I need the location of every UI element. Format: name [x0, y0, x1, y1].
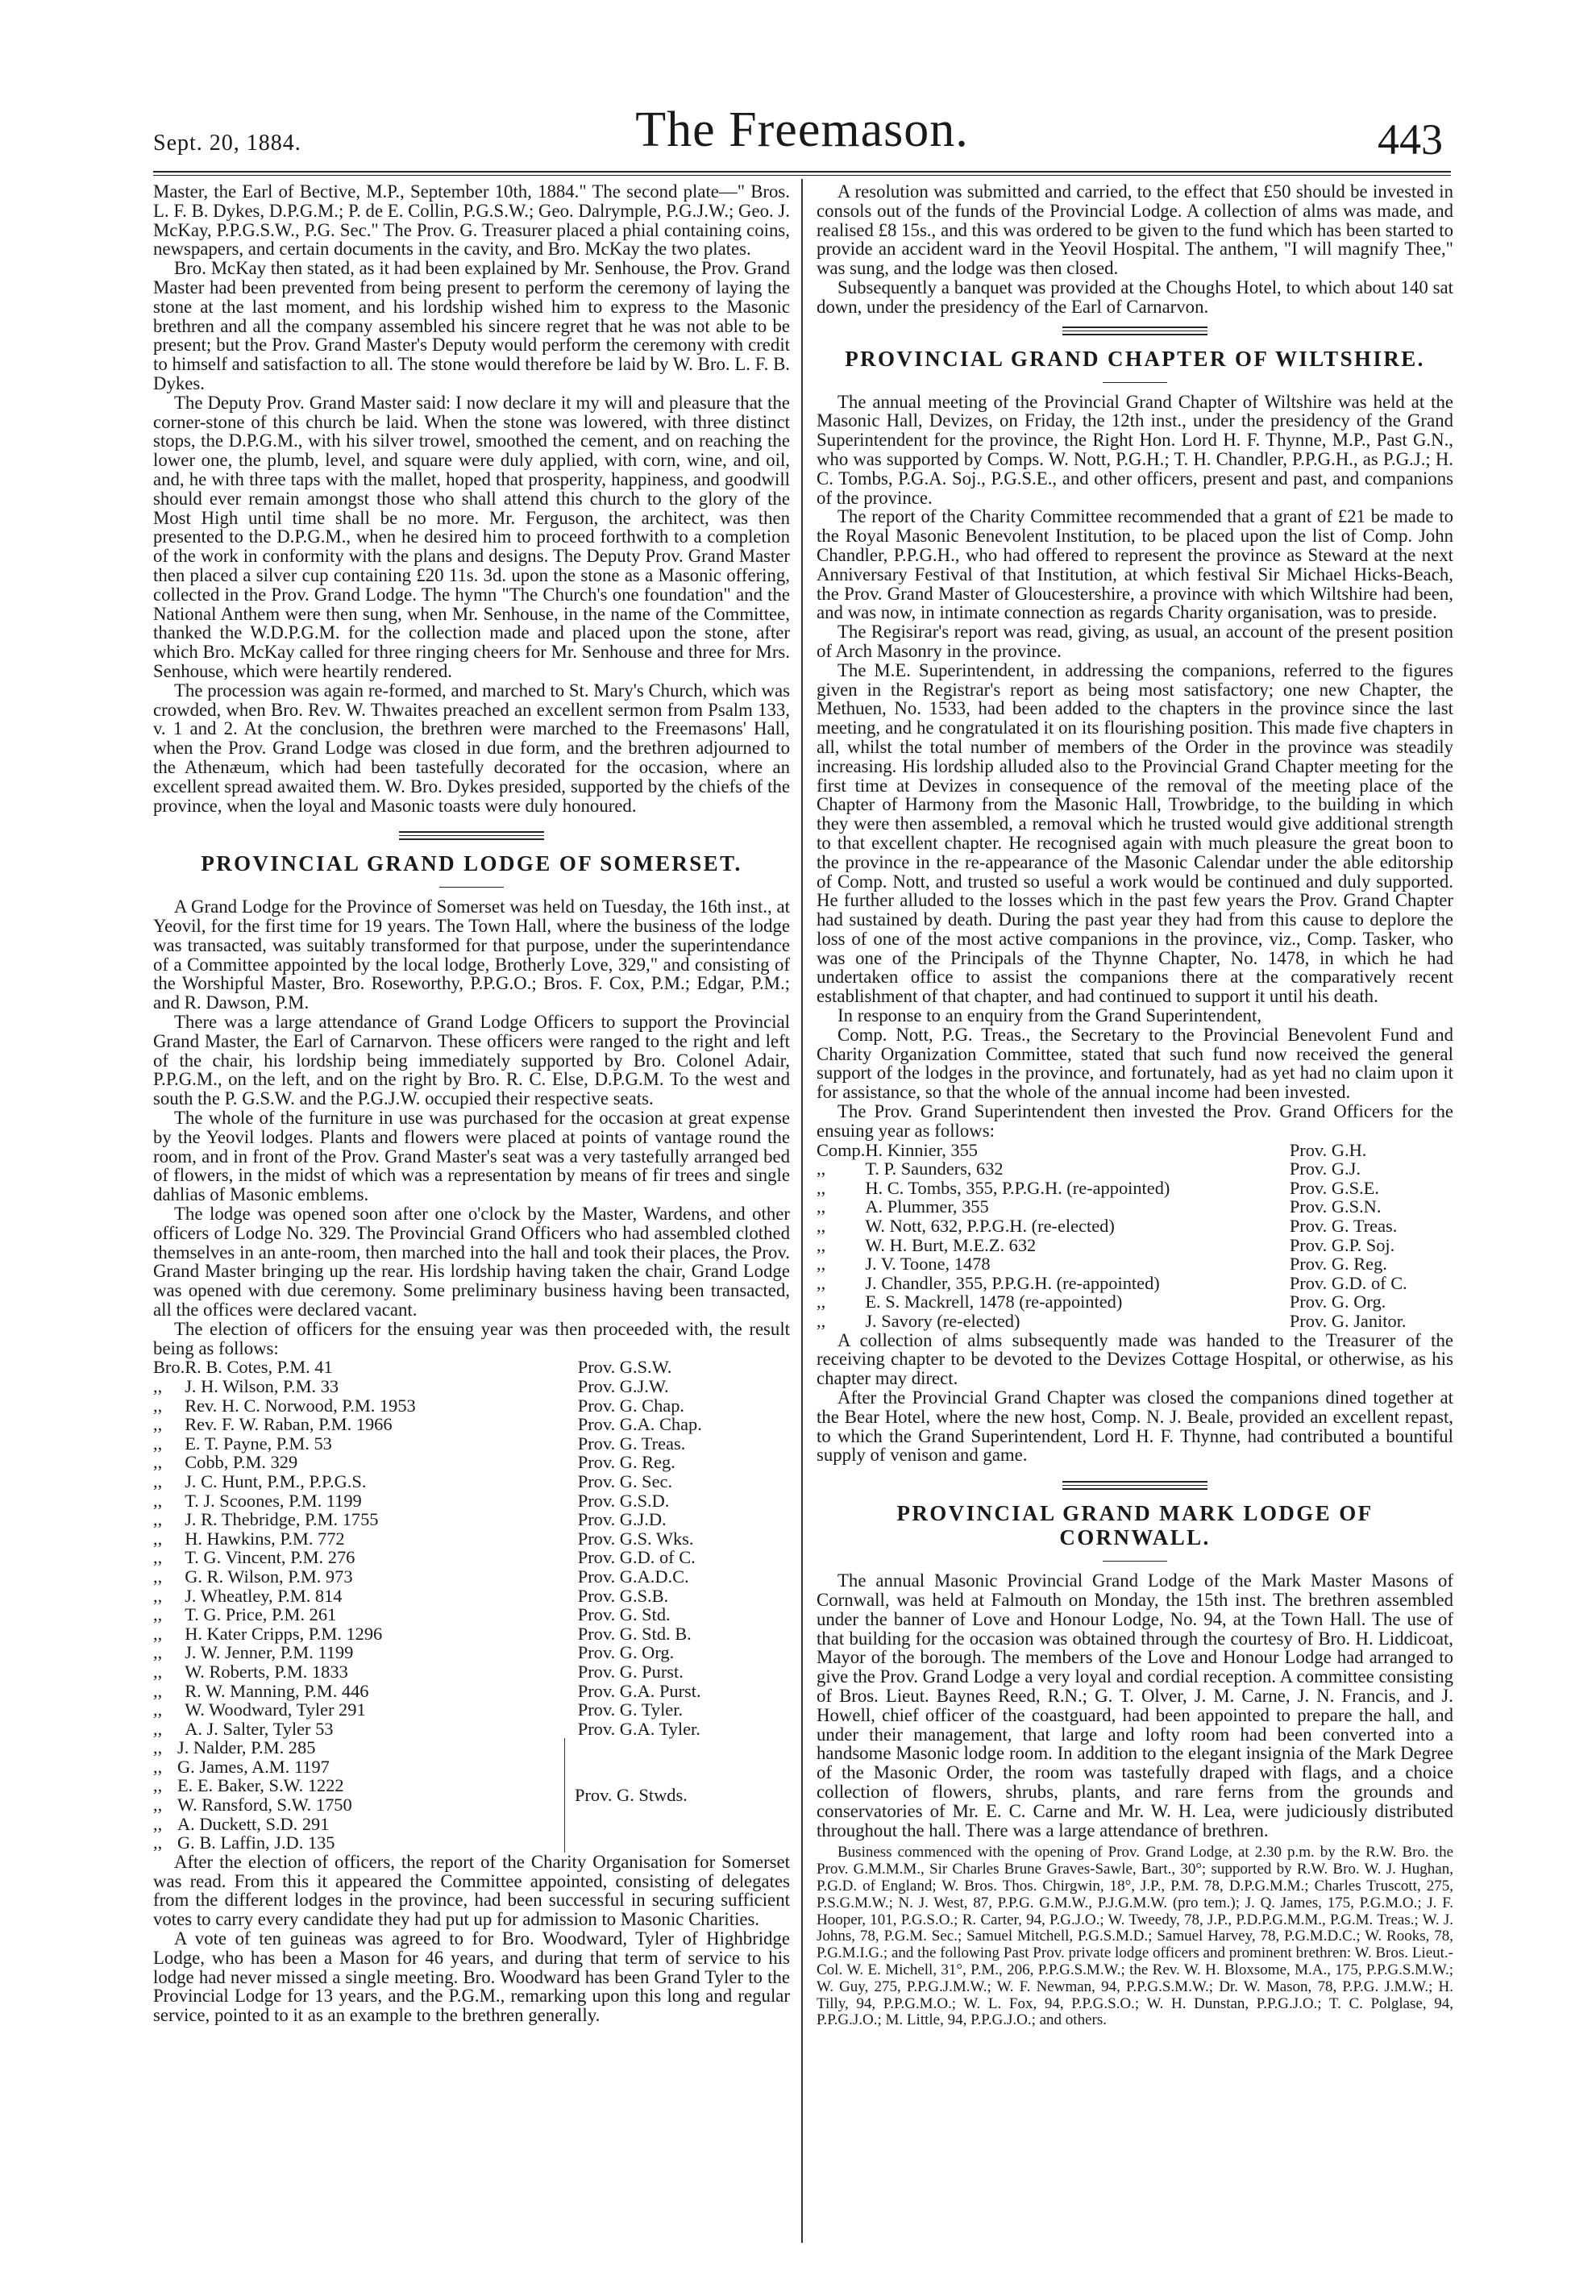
row-prefix: ,, — [817, 1177, 826, 1198]
row-prefix: ,, — [817, 1254, 826, 1275]
row-office: Prov. G.J.D. — [577, 1509, 667, 1530]
row-prefix: ,, — [817, 1292, 826, 1312]
row-office: Prov. G. Std. B. — [577, 1623, 692, 1644]
row-prefix: ,, — [153, 1756, 163, 1777]
row-name: J. Savory (re-elected) — [865, 1311, 1020, 1331]
row-name: H. Hawkins, P.M. 772 — [185, 1528, 345, 1549]
officers-list — [153, 1358, 790, 1738]
row-office: Prov. G.P. Soj. — [1289, 1234, 1395, 1255]
row-office: Prov. G.S. Wks. — [577, 1528, 694, 1549]
row-name: G. B. Laffin, J.D. 135 — [177, 1832, 335, 1853]
section-ornament — [399, 831, 544, 840]
list-row — [817, 1254, 1453, 1274]
row-office: Prov. G. Treas. — [577, 1433, 686, 1454]
row-prefix: ,, — [153, 1661, 163, 1682]
list-row — [153, 1567, 790, 1587]
row-name: J. Nalder, P.M. 285 — [177, 1737, 316, 1758]
section-ornament — [1062, 1481, 1207, 1490]
row-office: Prov. G. Purst. — [577, 1661, 684, 1682]
list-row — [817, 1274, 1453, 1293]
row-office: Prov. G.J. — [1289, 1158, 1361, 1179]
heading-underline — [439, 887, 504, 888]
list-row — [153, 1624, 790, 1644]
row-prefix: ,, — [153, 1547, 163, 1568]
row-office: Prov. G.J.W. — [577, 1376, 669, 1397]
row-prefix: ,, — [153, 1623, 163, 1644]
row-name: J. V. Toone, 1478 — [865, 1254, 991, 1275]
row-office: Prov. G. Janitor. — [1289, 1311, 1407, 1331]
list-row — [817, 1236, 1453, 1255]
paragraph: Subsequently a banquet was provided at the Choughs Hotel, to which about 140 sat down, under the presidency of the Earl of Carnarvon. — [817, 277, 1453, 317]
row-name: W. Nott, 632, P.P.G.H. (re-elected) — [865, 1216, 1115, 1237]
list-row — [153, 1453, 790, 1472]
row-prefix: ,, — [153, 1775, 163, 1796]
row-name: T. G. Price, P.M. 261 — [185, 1604, 337, 1625]
row-name: W. Ransford, S.W. 1750 — [177, 1795, 352, 1816]
row-name: T. J. Scoones, P.M. 1199 — [185, 1490, 362, 1511]
row-prefix: ,, — [153, 1566, 163, 1587]
row-prefix: ,, — [153, 1528, 163, 1549]
row-office: Prov. G. Reg. — [1289, 1254, 1387, 1275]
list-row — [153, 1643, 790, 1662]
row-name: G. R. Wilson, P.M. 973 — [185, 1566, 353, 1587]
page-number: 443 — [1378, 115, 1443, 164]
row-name: H. C. Tombs, 355, P.P.G.H. (re-appointed) — [865, 1177, 1170, 1198]
list-row — [153, 1358, 790, 1377]
list-row — [153, 1738, 790, 1757]
row-prefix: ,, — [153, 1452, 163, 1473]
row-name: H. Kater Cripps, P.M. 1296 — [185, 1623, 383, 1644]
row-name: J. W. Jenner, P.M. 1199 — [185, 1642, 354, 1663]
row-prefix: ,, — [153, 1642, 163, 1663]
section-heading-wiltshire: PROVINCIAL GRAND CHAPTER OF WILTSHIRE. — [845, 346, 1425, 371]
row-name: Rev. F. W. Raban, P.M. 1966 — [185, 1414, 393, 1435]
row-name: E. T. Payne, P.M. 53 — [185, 1433, 332, 1454]
row-prefix: ,, — [153, 1585, 163, 1606]
row-prefix: ,, — [153, 1699, 163, 1720]
row-prefix: ,, — [153, 1376, 163, 1397]
paragraph: There was a large attendance of Grand Lodge Officers to support the Provincial Grand Master, the Earl of Carnarvon. These officers were ranged to the right and left of the chair, his lordship being immediately supported by Bro. Colonel Adair, P.P.G.M., on the left, and on the right by Bro. R. C. Else, D.P.G.M. To the west and south the P. G.S.W. and the P.G.J.W. occupied their respective seats. — [153, 1012, 790, 1109]
row-office: Prov. G. Reg. — [577, 1452, 675, 1473]
heading-underline — [1103, 1561, 1167, 1562]
row-prefix: ,, — [153, 1737, 163, 1758]
row-office: Prov. G. Org. — [1289, 1292, 1386, 1312]
issue-date: Sept. 20, 1884. — [153, 131, 301, 156]
paragraph-small-print: Business commenced with the opening of Prov. Grand Lodge, at 2.30 p.m. by the R.W. Bro. the Prov. G.M.M.M., Sir Charles Brune Graves-Sawle, Bart., 30°; supported by R.W. Bro. W. J. Hughan, P.G.D. of England; W. Bros. Thos. Chirgwin, 18°, J.P., P.M. 78, D.P.G.M.M.; Charles Truscott, 275, P.S.G.M.W.; N. J. West, 87, P.P.G. G.M.W., P.J.G.M.W. (pro tem.); J. Q. James, 175, P.G.M.O.; J. F. Hooper, 101, P.G.S.O.; R. Carter, 94, P.G.J.O.; W. Tweedy, 78, J.P., P.D.P.G.M.M., P.G.M. Treas.; W. J. Johns, 78, P.G.M. Sec.; Samuel Mitchell, P.G.S.M.D.; Samuel Harvey, 78, P.G.M.D.C.; W. Rooks, 78, P.G.M.I.G.; and the following Past Prov. private lodge officers and prominent brethren: W. Bros. Lieut.-Col. W. E. Michell, 31°, P.M., 206, P.P.G.S.M.W.; the Rev. W. H. Bloxsome, M.A., 175, P.P.G.S.M.W.; W. Guy, 275, P.P.G.J.M.W.; W. F. Newman, 94, P.P.G.S.M.W.; Dr. W. Mason, 78, P.P.G. J.M.W.; H. Tilly, 94, P.P.G.M.O.; W. L. Fox, 94, P.P.G.S.O.; W. H. Dunstan, P.P.G.J.O.; T. C. Polglase, 94, P.P.G.J.O.; M. Little, 94, P.P.G.J.O.; and others. — [817, 1844, 1453, 2029]
list-row — [153, 1700, 790, 1720]
paragraph: A collection of alms subsequently made was handed to the Treasurer of the receiving chapter to be devoted to the Devizes Cottage Hospital, or otherwise, as his chapter may direct. — [817, 1329, 1453, 1389]
row-name: W. H. Burt, M.E.Z. 632 — [865, 1234, 1037, 1255]
paragraph: The M.E. Superintendent, in addressing the companions, referred to the figures given in the Registrar's report as being most satisfactory; one new Chapter, the Methuen, No. 1533, had been added to the chapters in the province since the last meeting, and he congratulated it on its flourishing position. This made five chapters in all, whilst the total number of members of the Order in the province was steadily increasing. His lordship alluded also to the Provincial Grand Chapter meeting for the first time at Devizes in consequence of the removal of the meeting place of the Chapter of Harmony from the Masonic Hall, Trowbridge, to the building in which they were then assembled, a removal which he trusted would give additional strength to that excellent chapter. He recognised again with much pleasure the great boon to the province in the re-appearance of the Masonic Calendar under the able editorship of Comp. Nott, and trusted so useful a work would be continued and duly supported. He further alluded to the losses which in the past few years the Prov. Grand Chapter had sustained by death. During the past year they had from this cause to deplore the loss of one of the most active companions in the province, viz., Comp. Tasker, who was one of the Principals of the Thynne Chapter, No. 1478, in which he had undertaken office to assist the companions there at the comparatively recent establishment of that chapter, and had continued to support it until his death. — [817, 659, 1453, 1007]
list-row — [153, 1510, 790, 1529]
paragraph: The lodge was opened soon after one o'clock by the Master, Wardens, and other officers of Lodge No. 329. The Provincial Grand Officers who had assembled clothed themselves in an ante-room, then marched into the hall and took their places, the Prov. Grand Master bringing up the rear. His lordship having taken the chair, Grand Lodge was opened with due ceremony. Some preliminary business having been transacted, all the offices were declared vacant. — [153, 1204, 790, 1321]
row-name: A. J. Salter, Tyler 53 — [185, 1718, 334, 1739]
paragraph: A vote of ten guineas was agreed to for Bro. Woodward, Tyler of Highbridge Lodge, who has been a Mason for 46 years, and during that term of service to his lodge had never missed a single meeting. Bro. Woodward has been Grand Tyler to the Provincial Lodge for 13 years, and the P.G.M., remarking upon this long and regular service, pointed to it as an example to the brethren generally. — [153, 1928, 790, 2026]
row-office: Prov. G.S.D. — [577, 1490, 670, 1511]
row-office: Prov. G. Sec. — [577, 1470, 673, 1491]
row-name: H. Kinnier, 355 — [865, 1139, 978, 1160]
row-name: J. R. Thebridge, P.M. 1755 — [185, 1509, 379, 1530]
left-column — [153, 182, 790, 2025]
row-prefix: Bro. — [153, 1357, 185, 1378]
list-row — [153, 1682, 790, 1701]
row-name: T. P. Saunders, 632 — [865, 1158, 1004, 1179]
right-column — [817, 182, 1453, 2029]
paragraph: Master, the Earl of Bective, M.P., September 10th, 1884." The second plate—" Bros. L. F. B. Dykes, D.P.G.M.; P. de E. Collin, P.G.S.W.; Geo. Dalrymple, P.G.J.W.; Geo. J. McKay, P.P.G.S.W., P.G. Sec." The Prov. G. Treasurer placed a phial containing coins, newspapers, and certain documents in the cavity, and Bro. McKay the two plates. — [153, 181, 790, 260]
row-prefix: ,, — [153, 1395, 163, 1416]
row-name: T. G. Vincent, P.M. 276 — [185, 1547, 355, 1568]
paragraph: The election of officers for the ensuing year was then proceeded with, the result being as follows: — [153, 1318, 790, 1358]
row-office: Prov. G.S.W. — [577, 1357, 672, 1378]
row-office: Prov. G.S.B. — [577, 1585, 669, 1606]
paragraph: After the Provincial Grand Chapter was closed the companions dined together at the Bear Hotel, where the new host, Comp. N. J. Beale, provided an excellent repast, to which the Grand Superintendent, Lord H. F. Thynne, had contributed a bountiful supply of venison and game. — [817, 1387, 1453, 1466]
row-prefix: ,, — [817, 1234, 826, 1255]
row-office: Prov. G. Tyler. — [577, 1699, 684, 1720]
list-row — [153, 1720, 790, 1739]
row-office: Prov. G.A. Tyler. — [577, 1718, 700, 1739]
paragraph: In response to an enquiry from the Grand Superintendent, — [837, 1005, 1262, 1026]
row-office: Prov. G.D. of C. — [577, 1547, 696, 1568]
paragraph: A resolution was submitted and carried, to the effect that £50 should be invested in consols out of the funds of the Provincial Lodge. A collection of alms was made, and realised £8 15s., and this was ordered to be given to the fund which has been started to provide an accident ward in the Yeovil Hospital. The anthem, "I will magnify Thee," was sung, and the lodge was then closed. — [817, 181, 1453, 279]
list-row — [153, 1529, 790, 1549]
paragraph: The Regisirar's report was read, giving, as usual, an account of the present position of Arch Masonry in the province. — [817, 622, 1453, 661]
row-prefix: ,, — [153, 1490, 163, 1511]
row-name: A. Plummer, 355 — [865, 1196, 989, 1217]
row-prefix: ,, — [153, 1795, 163, 1816]
row-name: G. James, A.M. 1197 — [177, 1756, 330, 1777]
stewards-list — [153, 1738, 790, 1853]
page-header — [153, 97, 1451, 171]
row-prefix: ,, — [153, 1680, 163, 1701]
list-row — [153, 1396, 790, 1416]
row-name: J. Wheatley, P.M. 814 — [185, 1585, 343, 1606]
row-office: Prov. G.A. Chap. — [577, 1414, 702, 1435]
row-office: Prov. G. Org. — [577, 1642, 675, 1663]
list-row — [153, 1548, 790, 1567]
list-row — [153, 1434, 790, 1454]
row-office: Prov. G.A.D.C. — [577, 1566, 689, 1587]
row-name: Cobb, P.M. 329 — [185, 1452, 298, 1473]
row-prefix: ,, — [817, 1311, 826, 1331]
section-ornament — [1062, 327, 1207, 335]
column-divider — [801, 179, 803, 2243]
paragraph: Comp. Nott, P.G. Treas., the Secretary to the Provincial Benevolent Fund and Charity Organization Committee, stated that such fund now received the general support of the lodges in the province, and fortunately, had as yet had no claim upon it for assistance, so that the whole of the annual income had been invested. — [817, 1024, 1453, 1103]
section-heading-somerset: PROVINCIAL GRAND LODGE OF SOMERSET. — [201, 851, 742, 876]
row-name: R. B. Cotes, P.M. 41 — [185, 1357, 333, 1378]
list-row — [153, 1605, 790, 1624]
row-name: W. Woodward, Tyler 291 — [185, 1699, 366, 1720]
list-row — [153, 1662, 790, 1682]
list-row — [817, 1197, 1453, 1217]
row-office: Prov. G.D. of C. — [1289, 1272, 1407, 1293]
header-rule-thin — [153, 175, 1451, 176]
row-prefix: ,, — [153, 1604, 163, 1625]
list-row — [153, 1472, 790, 1491]
row-name: J. C. Hunt, P.M., P.P.G.S. — [185, 1470, 367, 1491]
paragraph: The annual meeting of the Provincial Grand Chapter of Wiltshire was held at the Masonic Hall, Devizes, on Friday, the 12th inst., under the presidency of the Grand Superintendent for the province, the Right Hon. Lord H. F. Thynne, M.P., Past G.N., who was supported by Comps. W. Nott, P.G.H.; T. H. Chandler, P.P.G.H., as P.G.J.; H. C. Tombs, P.G.A. Soj., P.G.S.E., and other officers, present and past, and companions of the province. — [817, 391, 1453, 508]
row-name: E. E. Baker, S.W. 1222 — [177, 1775, 344, 1796]
row-name: J. Chandler, 355, P.P.G.H. (re-appointed) — [865, 1272, 1160, 1293]
list-row — [817, 1312, 1453, 1331]
paragraph: The whole of the furniture in use was purchased for the occasion at great expense by the Yeovil lodges. Plants and flowers were placed at points of vantage round the room, and in front of the Prov. Grand Master's seat was a very tastefully arranged bed of flowers, in the midst of which was a representation by means of fir trees and single dahlias of Masonic emblems. — [153, 1108, 790, 1205]
row-prefix: ,, — [153, 1470, 163, 1491]
row-prefix: ,, — [153, 1414, 163, 1435]
paragraph: The annual Masonic Provincial Grand Lodge of the Mark Master Masons of Cornwall, was held at Falmouth on Monday, the 15th inst. The brethren assembled under the banner of Love and Honour Lodge, No. 94, at the Town Hall. The use of that building for the occasion was obtained through the courtesy of Bro. H. Liddicoat, Mayor of the borough. The members of the Love and Honour Lodge had arranged to give the Prov. Grand Lodge a very loyal and cordial reception. A committee consisting of Bros. Lieut. Baynes Reed, R.N.; G. T. Olver, J. M. Carne, J. N. Francis, and J. Howell, chief officer of the coastguard, had been appointed to prepare the hall, and under their management, that large and lofty room had been converted into a handsome Masonic lodge room. In addition to the elegant insignia of the Mark Degree of the Masonic Order, the room was tastefully draped with flags, and a choice collection of flowers, shrubs, plants, and rare ferns from the grounds and conservatories of Mr. E. C. Carne and Mr. W. H. Lea, were judiciously distributed throughout the hall. There was a large attendance of brethren. — [817, 1570, 1453, 1841]
row-office: Prov. G.A. Purst. — [577, 1680, 701, 1701]
list-row — [153, 1415, 790, 1434]
paragraph: The report of the Charity Committee recommended that a grant of £21 be made to the Royal Masonic Benevolent Institution, to be placed upon the list of Comp. John Chandler, P.P.G.H., who had offered to represent the province as Steward at the next Anniversary Festival of that Institution, at which festival Sir Michael Hicks-Beach, the Prov. Grand Master of Gloucestershire, a province with which Wiltshire had been, and was now, in intimate connection as regards Charity organisation, was to preside. — [817, 506, 1453, 623]
list-row — [817, 1292, 1453, 1312]
list-row — [817, 1179, 1453, 1198]
row-name: E. S. Mackrell, 1478 (re-appointed) — [865, 1292, 1123, 1312]
row-prefix: ,, — [817, 1196, 826, 1217]
row-prefix: ,, — [153, 1832, 163, 1853]
row-prefix: ,, — [153, 1509, 163, 1530]
row-office: Prov. G.S.E. — [1289, 1177, 1379, 1198]
row-prefix: ,, — [817, 1216, 826, 1237]
chapter-officers-list — [817, 1141, 1453, 1331]
list-row — [817, 1159, 1453, 1179]
masthead-title: The Freemason. — [635, 102, 969, 157]
row-prefix: ,, — [153, 1433, 163, 1454]
paragraph: A Grand Lodge for the Province of Somerset was held on Tuesday, the 16th inst., at Yeovil, for the first time for 19 years. The Town Hall, where the business of the lodge was transacted, was suitably transformed for that purpose, under the superintendance of a Committee appointed by the local lodge, Brotherly Love, 329," and consisting of the Worshipful Master, Bro. Roseworthy, P.P.G.O.; Bros. F. Cox, P.M.; Edgar, P.M.; and R. Dawson, P.M. — [153, 896, 790, 1013]
list-row — [817, 1217, 1453, 1236]
row-prefix: Comp. — [817, 1139, 866, 1160]
row-office: Prov. G.S.N. — [1289, 1196, 1382, 1217]
list-row — [153, 1491, 790, 1511]
row-office: Prov. G. Chap. — [577, 1395, 685, 1416]
row-name: J. H. Wilson, P.M. 33 — [185, 1376, 339, 1397]
section-heading-cornwall: PROVINCIAL GRAND MARK LODGE OF CORNWALL. — [896, 1501, 1374, 1550]
list-row — [817, 1141, 1453, 1160]
row-name: R. W. Manning, P.M. 446 — [185, 1680, 369, 1701]
list-row — [153, 1377, 790, 1396]
row-name: W. Roberts, P.M. 1833 — [185, 1661, 348, 1682]
stewards-office: Prov. G. Stwds. — [565, 1738, 791, 1853]
row-prefix: ,, — [817, 1158, 826, 1179]
row-office: Prov. G. Std. — [577, 1604, 671, 1625]
list-row — [153, 1587, 790, 1606]
row-office: Prov. G.H. — [1289, 1139, 1367, 1160]
row-office: Prov. G. Treas. — [1289, 1216, 1398, 1237]
row-name: A. Duckett, S.D. 291 — [177, 1813, 330, 1834]
paragraph: The Prov. Grand Superintendent then invested the Prov. Grand Officers for the ensuing year as follows: — [817, 1101, 1453, 1141]
paragraph: After the election of officers, the report of the Charity Organisation for Somerset was read. From this it appeared the Committee appointed, consisting of delegates from the different lodges in the province, had been successful in securing sufficient votes to carry every candidate they had put up for admission to Masonic Charities. — [153, 1851, 790, 1930]
row-name: Rev. H. C. Norwood, P.M. 1953 — [185, 1395, 416, 1416]
row-prefix: ,, — [153, 1813, 163, 1834]
header-rule-thick — [153, 171, 1451, 173]
paragraph: The procession was again re-formed, and marched to St. Mary's Church, which was crowded, when Bro. Rev. W. Thwaites preached an excellent sermon from Psalm 133, v. 1 and 2. At the conclusion, the brethren were marched to the Freemasons' Hall, when the Prov. Grand Lodge was closed in due form, and the brethren adjourned to the Athenæum, which had been tastefully decorated for the occasion, where an excellent spread awaited them. W. Bro. Dykes presided, supported by the chiefs of the province, when the loyal and Masonic toasts were duly honoured. — [153, 680, 790, 816]
heading-underline — [1103, 382, 1167, 383]
paragraph: The Deputy Prov. Grand Master said: I now declare it my will and pleasure that the corner-stone of this church be laid. When the stone was lowered, with three distinct stops, the D.P.G.M., with his silver trowel, smoothed the cement, and on reaching the lower one, the plumb, level, and square were duly applied, with corn, wine, and oil, and, he with three taps with the mallet, hoped that prosperity, happiness, and goodwill should ever remain amongst those who shall attend this church to the glory of the Most High until time shall be no more. Mr. Ferguson, the architect, was then presented to the D.P.G.M., when he desired him to proceed forthwith to a completion of the work in conformity with the plans and designs. The Deputy Prov. Grand Master then placed a silver cup containing £20 11s. 3d. upon the stone as a Masonic offering, collected in the Prov. Grand Lodge. The hymn "The Church's one foundation" and the National Anthem were then sung, when Mr. Senhouse, in the name of the Committee, thanked the W.D.P.G.M. for the collection made and placed upon the stone, after which Bro. McKay called for three ringing cheers for Mr. Senhouse and three for Mrs. Senhouse, which were heartily rendered. — [153, 392, 790, 681]
paragraph: Bro. McKay then stated, as it had been explained by Mr. Senhouse, the Prov. Grand Master had been prevented from being present to perform the ceremony of laying the stone at the last moment, and his lordship wished him to express to the Masonic brethren and all the company assembled his sincere regret that he was not able to be present; but the Prov. Grand Master's Deputy would perform the ceremony with credit to himself and satisfaction to all. The stone would therefore be laid by W. Bro. L. F. B. Dykes. — [153, 258, 790, 393]
row-prefix: ,, — [153, 1718, 163, 1739]
row-prefix: ,, — [817, 1272, 826, 1293]
